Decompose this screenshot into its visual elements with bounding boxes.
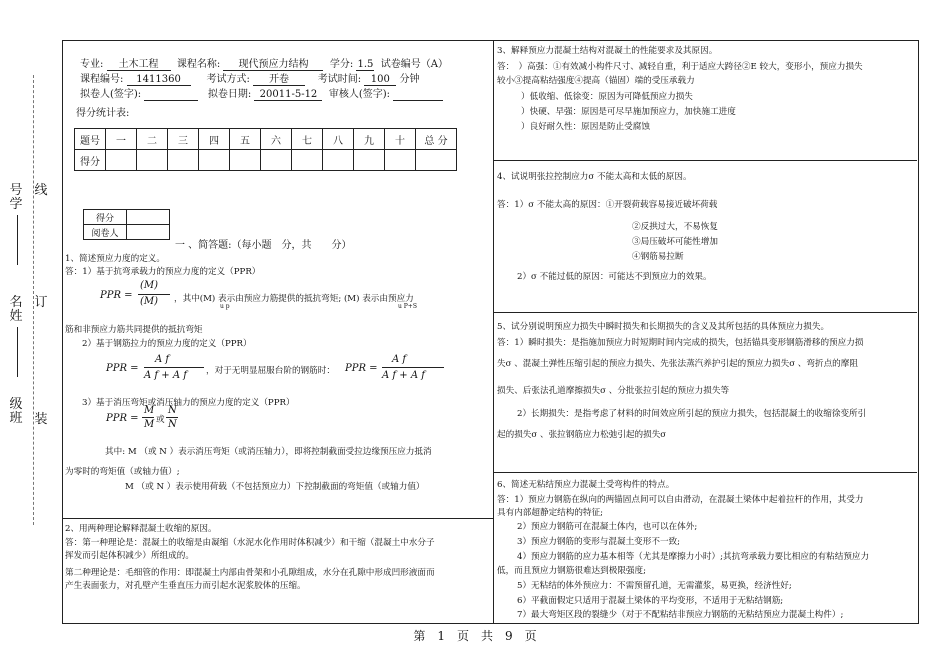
q1-formula2b-lhs: PPR = [345, 363, 378, 374]
q4-ans1d: ④钢筋易拉断 [632, 252, 684, 262]
q6-ans4: 4）预应力钢筋的应力基本相等（尤其是摩擦力小时）;其抗弯承载力要比相应的有粘结预应力 [517, 552, 870, 562]
q1-formula1-bar [138, 294, 170, 295]
q3-ans2: ）低收缩、低徐变：原因为可降低预应力损失 [521, 92, 693, 102]
q6-ans2: 2）预应力钢筋可在混凝土体内，也可以在体外; [517, 522, 698, 532]
q2-title: 2、用两种理论解释混凝土收缩的原因。 [65, 524, 217, 534]
q1-formula2-mid: ，对于无明显屈服台阶的钢筋时： [206, 366, 335, 376]
q1-formula3-or: 或 [156, 415, 165, 425]
q1-formula1-text2: 筋和非预应力筋共同提供的抵抗弯矩 [65, 325, 203, 335]
q1-formula1-text: ，其中(M) 表示由预应力筋提供的抵抗弯矩; (M) 表示由预应力 [174, 294, 414, 304]
header-row-1: 专业: 土木工程 课程名称: 现代预应力结构 学分: 1.5 试卷编号（A） [80, 55, 448, 71]
side-label-ding: 订 [34, 295, 48, 310]
side-label-hao: 号 [9, 183, 23, 198]
q5-ans2b: 起的损失σ 、张拉钢筋应力松弛引起的损失σ [497, 430, 667, 440]
q6-title: 6、简述无粘结预应力混凝土受弯构件的特点。 [497, 480, 675, 490]
rule-q5 [494, 472, 917, 473]
side-label-xian: 线 [34, 183, 48, 198]
exam-mode-value: 开卷 [253, 70, 305, 86]
rule-q2 [62, 518, 494, 519]
course-name-value: 现代预应力结构 [223, 55, 323, 71]
side-label-ji: 级 [9, 397, 23, 412]
side-label-xing: 姓 [9, 309, 23, 324]
q4-ans2: 2）σ 不能过低的原因：可能达不到预应力的效果。 [517, 272, 712, 282]
q1-formula3-m-bar [142, 417, 154, 418]
q4-ans1: 答：1）σ 不能太高的原因：①开裂荷载容易接近破坏荷载 [497, 200, 718, 210]
q6-ans5: 5）无粘结的体外预应力：不需预留孔道，无需灌浆，易更换，经济性好; [517, 581, 792, 591]
q4-ans1c: ③局压破坏可能性增加 [632, 237, 718, 247]
column-divider [493, 40, 494, 623]
q2-ans1: 答：第一种理论是：混凝土的收缩是由凝缩（水泥水化作用时体积减少）和干缩（混凝土中水分子 [65, 538, 435, 548]
q1-formula3-exp2: 为零时的弯矩值（或轴力值）; [65, 467, 180, 477]
q1-formula2-lhs: PPR = [106, 363, 139, 374]
q1-formula1-sub2: u P+S [398, 303, 417, 310]
q6-ans4b: 低，而且预应力钢筋很难达到极限强度; [497, 566, 646, 576]
rule-q4 [494, 312, 917, 313]
q1-formula3-n-num: N [168, 405, 177, 416]
q4-title: 4、试说明张拉控制应力σ 不能太高和太低的原因。 [497, 172, 692, 182]
side-label-ban: 班 [9, 411, 23, 426]
q1-formula3-n-den: N [168, 419, 177, 430]
q1-formula3-lhs: PPR = [106, 413, 139, 424]
score-stats-label: 得分统计表: [76, 108, 130, 119]
q1-formula1-lhs: PPR = [100, 290, 133, 301]
q5-ans1b: 失σ 、混凝土弹性压缩引起的预应力损失、先张法蒸汽养护引起的预应力损失σ 、弯折点的摩阻 [497, 359, 858, 369]
q1-formula2-num: A f [155, 354, 170, 365]
draft-date-value: 20011-5-12 [254, 89, 322, 101]
q1-ans1: 答：1）基于抗弯承载力的预应力度的定义（PPR） [65, 267, 261, 277]
q1-formula3-m-num: M [144, 405, 155, 416]
side-label-ming: 名 [9, 295, 23, 310]
header-row-3: 拟卷人(签字): 拟卷日期: 20011-5-12 审核人(签字): [80, 85, 443, 101]
q3-ans1: 答： ）高强：①有效减小构件尺寸、减轻自重，利于适应大跨径②E 较大，变形小，预应力损失 [497, 62, 863, 72]
q5-title: 5、试分别说明预应力损失中瞬时损失和长期损失的含义及其所包括的具体预应力损失。 [497, 322, 830, 332]
q3-ans3: ）快硬、早强：原因是可尽早施加预应力，加快施工进度 [521, 107, 736, 117]
section-title: 一 、简答题:（每小题 分，共 分） [175, 240, 352, 251]
q1-formula1-den: (M) [140, 296, 159, 307]
q1-formula3-n-bar [166, 417, 178, 418]
q1-formula2b-den: A f + A f [382, 370, 425, 381]
q1-title: 1、简述预应力度的定义。 [65, 254, 165, 264]
score-row-label: 得分 [75, 150, 106, 171]
q6-ans6: 6）平截面假定只适用于混凝土梁体的平均变形，不适用于无粘结钢筋; [517, 596, 784, 606]
q1-formula3-exp3: M （或 N ）表示使用荷载（不包括预应力）下控制截面的弯矩值（或轴力值） [125, 482, 425, 492]
q1-ans2: 2）基于钢筋拉力的预应力度的定义（PPR） [82, 339, 252, 349]
q3-ans1b: 较小③提高粘结强度④提高（锚固）端的受压承载力 [497, 76, 695, 86]
q3-ans4: ）良好耐久性：原因是防止受腐蚀 [521, 122, 650, 132]
side-label-xue: 学 [9, 197, 23, 212]
rule-q3 [494, 160, 917, 161]
page-footer: 第 1 页 共 9 页 [413, 629, 537, 643]
course-code-value: 1411360 [127, 74, 191, 86]
side-underline-2 [17, 327, 18, 377]
grader-table: 得分 阅卷人 [83, 209, 170, 240]
header-row-2: 课程编号: 1411360 考试方式: 开卷 考试时间: 100 分钟 [80, 70, 420, 86]
q5-ans1: 答：1）瞬时损失：是指施加预应力时短期时间内完成的损失，包括锚具变形钢筋滑移的预应力损 [497, 338, 864, 348]
q1-formula2b-bar [382, 367, 444, 368]
q1-formula2-den: A f + A f [144, 370, 187, 381]
q1-ans3: 3）基于消压弯矩或消压轴力的预应力度的定义（PPR） [82, 398, 295, 408]
q4-ans1b: ②反拱过大，不易恢复 [632, 222, 718, 232]
credit-value: 1.5 [357, 59, 374, 70]
q1-formula2-bar [144, 367, 204, 368]
q2-ans1b: 挥发而引起体积减少）所组成的。 [65, 551, 194, 561]
side-underline-1 [17, 215, 18, 265]
score-table: 题号 一 二 三 四 五 六 七 八 九 十 总 分 得分 [74, 128, 457, 171]
q3-title: 3、解释预应力混凝土结构对混凝土的性能要求及其原因。 [497, 46, 718, 56]
q6-ans1: 答：1）预应力钢筋在纵向的两锚固点间可以自由滑动，在混凝土梁体中起着拉杆的作用，其受力 [497, 495, 864, 505]
q1-formula3-exp: 其中: M （或 N ）表示消压弯矩（或消压轴力），即将控制截面受拉边缘预压应力抵消 [105, 447, 432, 457]
q1-formula2b-num: A f [392, 354, 407, 365]
score-header-label: 题号 [75, 129, 106, 150]
q5-ans2: 2）长期损失：是指考虑了材料的时间效应所引起的预应力损失，包括混凝土的收缩徐变所引 [517, 409, 867, 419]
q6-ans3: 3）预应力钢筋的变形与混凝土变形不一致; [517, 537, 681, 547]
q5-ans1c: 损失、后张法孔道摩擦损失σ 、分批张拉引起的预应力损失等 [497, 386, 730, 396]
q1-formula1-num: (M) [140, 280, 159, 291]
major-value: 土木工程 [107, 55, 171, 71]
q1-formula1-sub1: u p [220, 303, 230, 310]
q2-ans2b: 产生表面张力，对孔壁产生垂直压力而引起水泥浆胶体的压缩。 [65, 581, 306, 591]
q2-ans2: 第二种理论是：毛细管的作用：即混凝土内部由骨架和小孔隙组成，水分在孔隙中形成凹形液面而 [65, 568, 435, 578]
q6-ans1b: 具有内部超静定结构的特征; [497, 508, 604, 518]
q6-ans7: 7）最大弯矩区段的裂缝少（对于不配粘结非预应力钢筋的无粘结预应力混凝土构件）; [517, 610, 844, 620]
q1-formula3-m-den: M [144, 419, 155, 430]
side-label-zhuang: 装 [34, 412, 48, 427]
exam-time-value: 100 [364, 74, 396, 86]
